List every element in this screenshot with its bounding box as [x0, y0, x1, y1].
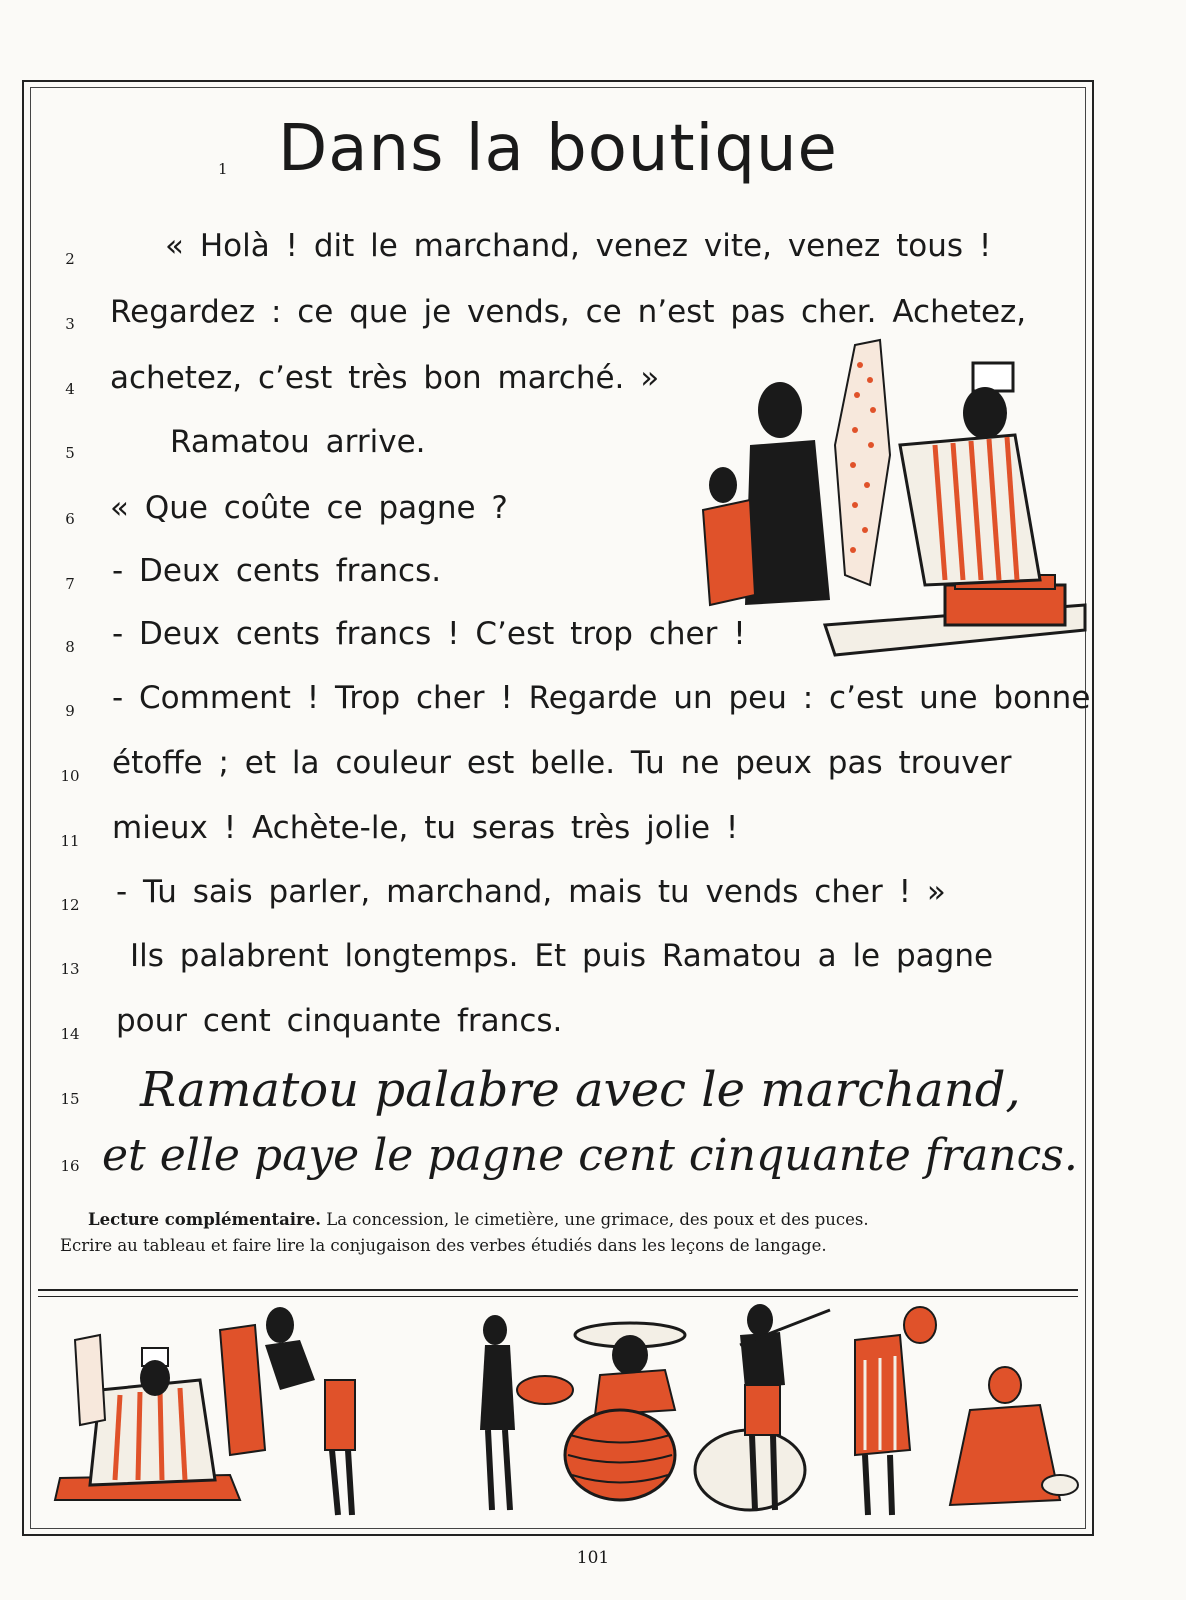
line-number: 9 [65, 702, 75, 720]
text-line: - Comment ! Trop cher ! Regarde un peu : c’est une bonne [112, 680, 1091, 716]
village-frieze-illustration [40, 1300, 1080, 1522]
text-line: Regardez : ce que je vends, ce n’est pas cher. Achetez, [110, 294, 1027, 330]
section-divider [38, 1296, 1078, 1297]
line-number: 6 [65, 510, 75, 528]
line-number: 4 [65, 380, 75, 398]
complement-text: La concession, le cimetière, une grimace, des poux et des puces. [326, 1210, 869, 1229]
line-number: 8 [65, 638, 75, 656]
text-line: « Holà ! dit le marchand, venez vite, venez tous ! [165, 228, 992, 264]
title-line-number: 1 [218, 160, 228, 178]
market-scene-illustration [695, 335, 1090, 665]
text-line: pour cent cinquante francs. [116, 1003, 563, 1039]
script-line: et elle paye le pagne cent cinquante francs. [102, 1130, 1078, 1181]
text-line: Ils palabrent longtemps. Et puis Ramatou a le pagne [130, 938, 994, 974]
text-line: « Que coûte ce pagne ? [110, 490, 508, 526]
line-number: 14 [60, 1025, 80, 1043]
text-line: - Tu sais parler, marchand, mais tu vends cher ! » [116, 874, 946, 910]
section-divider [38, 1289, 1078, 1291]
text-line: mieux ! Achète-le, tu seras très jolie ! [112, 810, 739, 846]
script-line: Ramatou palabre avec le marchand, [140, 1062, 1021, 1118]
page-title: Dans la boutique [278, 112, 838, 186]
line-number: 15 [60, 1090, 80, 1108]
text-line: - Deux cents francs ! C’est trop cher ! [112, 616, 746, 652]
line-number: 16 [60, 1157, 80, 1175]
line-number: 5 [65, 444, 75, 462]
line-number: 10 [60, 767, 80, 785]
line-number: 3 [65, 315, 75, 333]
line-number: 13 [60, 960, 80, 978]
complement-instruction: Ecrire au tableau et faire lire la conjugaison des verbes étudiés dans les leçons de langage. [60, 1236, 827, 1255]
line-number: 2 [65, 250, 75, 268]
line-number: 11 [60, 832, 80, 850]
text-line: étoffe ; et la couleur est belle. Tu ne peux pas trouver [112, 745, 1012, 781]
complement-label: Lecture complémentaire. [88, 1210, 321, 1229]
text-line: achetez, c’est très bon marché. » [110, 360, 660, 396]
text-line: Ramatou arrive. [170, 424, 426, 460]
line-number: 7 [65, 575, 75, 593]
line-number: 12 [60, 896, 80, 914]
text-line: - Deux cents francs. [112, 553, 442, 589]
page-number: 101 [576, 1548, 610, 1568]
complementary-reading [60, 1207, 1070, 1259]
